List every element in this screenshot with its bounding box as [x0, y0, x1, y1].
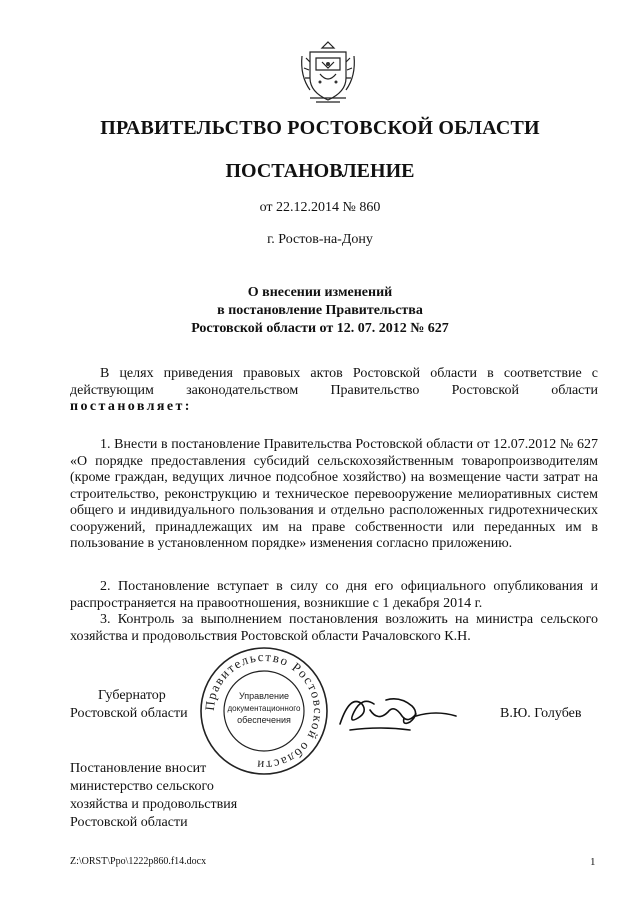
document-type: ПОСТАНОВЛЕНИЕ	[225, 160, 415, 182]
submission-note-line: Ростовской области	[70, 815, 188, 830]
submission-note-line: Постановление вносит	[70, 761, 207, 776]
official-stamp	[198, 645, 330, 777]
document-city: г. Ростов-на-Дону	[267, 232, 373, 247]
footer-file-path: Z:\ORST\Ppo\1222p860.f14.docx	[70, 856, 207, 867]
subject-line: О внесении изменений	[247, 285, 393, 300]
signatory-title-line: Губернатор	[98, 688, 166, 703]
organization-title: ПРАВИТЕЛЬСТВО РОСТОВСКОЙ ОБЛАСТИ	[100, 117, 540, 139]
submission-note-line: хозяйства и продовольствия	[70, 797, 238, 812]
preamble-text: В целях приведения правовых актов Ростовской области в соответствие с действующим законодательством Правительство Ростовской области	[70, 366, 598, 398]
stamp-ring-text: Правительство Ростовской области	[201, 648, 327, 774]
document-date-number: от 22.12.2014 № 860	[259, 200, 381, 215]
handwritten-signature-icon	[330, 680, 480, 740]
subject-line: в постановление Правительства	[217, 303, 423, 318]
page-number: 1	[590, 856, 596, 868]
coat-of-arms-icon	[296, 38, 360, 106]
clause-3: 3. Контроль за выполнением постановления возложить на министра сельского хозяйства и продовольствия Ростовской области Рачаловского К.Н.	[70, 612, 598, 644]
preamble-resolution-word: постановляет:	[70, 399, 192, 414]
signatory-name: В.Ю. Голубев	[500, 706, 582, 721]
stamp-inner-line: документационного	[227, 704, 301, 713]
clause-1: 1. Внести в постановление Правительства Ростовской области от 12.07.2012 № 627 «О порядке предоставления субсидий сельскохозяйственным товаропроизводителям (кроме граждан, ведущих личное подсобное хозяйство) на возмещение части затрат на строительство, реконструкцию и техническое перевооружение мелиоративных систем общего и индивидуального пользования и отдельно расположенных гидротехнических сооружений, принадлежащих им на праве собственности или переданных им в пользование в установленном порядке» изменения согласно приложению.	[70, 437, 598, 551]
preamble	[70, 366, 598, 416]
signatory-title-line: Ростовской области	[70, 706, 188, 721]
subject-line: Ростовской области от 12. 07. 2012 № 627	[191, 321, 449, 336]
submission-note-line: министерство сельского	[70, 779, 214, 794]
stamp-inner-line: обеспечения	[237, 715, 291, 725]
clause-2: 2. Постановление вступает в силу со дня его официального опубликования и распространяется на правоотношения, возникшие с 1 декабря 2014 г.	[70, 579, 598, 611]
stamp-inner-line: Управление	[238, 691, 290, 701]
